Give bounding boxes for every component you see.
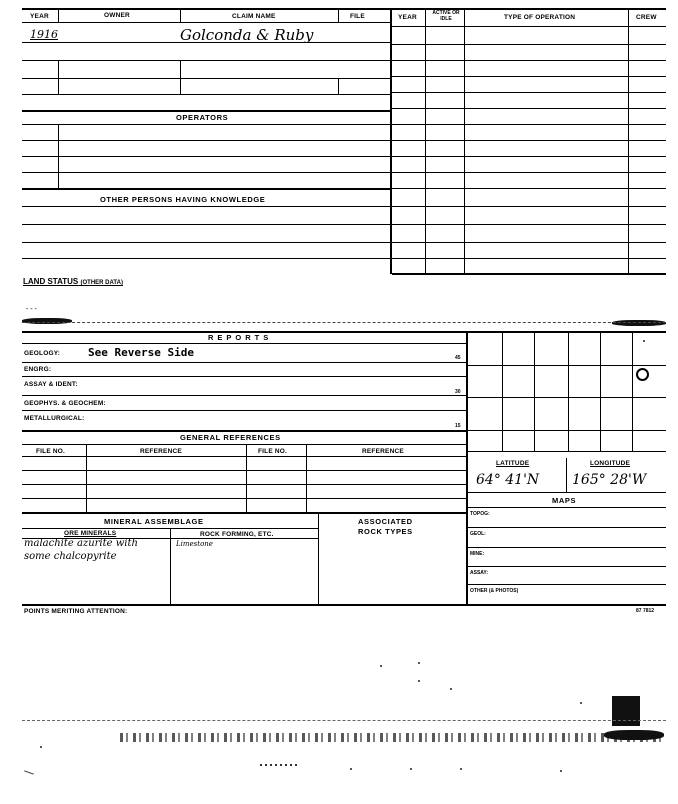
rule [466,451,666,452]
rule [338,8,339,22]
rule [246,444,247,512]
rule [22,484,466,485]
report-label-metallurgical: METALLURGICAL: [24,415,85,422]
rule [392,60,666,61]
claim-name-entry: Golconda & Ruby [180,26,314,44]
rule [392,124,666,125]
rule [22,42,390,43]
rule [464,8,465,274]
latitude-value: 64° 41'N [476,472,540,488]
col-header-op-year: YEAR [398,14,417,21]
rock-forming-header: ROCK FORMING, ETC. [200,531,274,538]
scan-dot [380,665,382,667]
rule [318,512,319,604]
report-label-geophys: GEOPHYS. & GEOCHEM: [24,400,106,407]
maps-row-assay: ASSAY: [470,570,489,576]
rule [22,188,390,190]
associated-rock-types-line2: ROCK TYPES [358,527,413,536]
latitude-label: LATITUDE [496,460,530,467]
points-meriting-attention-label: POINTS MERITING ATTENTION: [24,608,128,615]
rule [425,8,426,274]
rule [22,78,390,79]
rule [466,547,666,548]
owner-year-entry: 1916 [30,28,58,41]
scan-artifact [120,733,666,742]
land-status-text: LAND STATUS [23,277,79,286]
rule [180,8,181,22]
rule [632,331,633,451]
scan-dot [418,680,420,682]
rule [392,206,666,207]
form-code: 87 7812 [636,608,655,614]
longitude-value: 165° 28'W [572,472,647,488]
rule [466,527,666,528]
rule [22,331,666,333]
scan-dot [450,688,452,690]
scan-dot [460,768,462,770]
scan-edge [22,322,666,323]
rule [22,110,390,112]
rule [180,60,181,94]
rule [392,108,666,109]
col-header-file: FILE [350,13,365,20]
ref-header-reference-2: REFERENCE [362,448,404,455]
rule [22,60,390,61]
rule [502,331,503,451]
scan-dot [580,702,582,704]
rule [22,172,390,173]
scan-dot [350,768,352,770]
land-status-label [23,277,123,286]
rule [58,124,59,188]
scan-artifact [22,318,72,324]
rule [568,331,569,451]
rule [392,188,666,189]
rule [466,507,666,508]
rule [466,492,666,493]
scan-mark: - - - [26,306,37,313]
mineral-assemblage-title: MINERAL ASSEMBLAGE [104,517,204,526]
rule [22,410,466,411]
rule [392,44,666,45]
associated-rock-types-line1: ASSOCIATED [358,517,413,526]
scan-dot [418,662,420,664]
scan-edge [22,720,666,722]
rule [392,242,666,243]
rule [392,273,666,275]
report-label-geology: GEOLOGY: [24,350,61,357]
rule [22,242,390,243]
rule [534,331,535,451]
rule [22,140,390,141]
scan-dot [560,770,562,772]
rule [22,124,390,125]
rule [22,444,466,445]
rule [466,430,666,431]
rule [338,78,339,94]
scan-artifact [24,770,34,774]
rule [392,92,666,93]
scan-artifact [604,730,664,740]
rule [22,604,666,606]
rule [22,22,390,23]
ore-minerals-header: ORE MINERALS [64,530,117,537]
col-header-active-idle: ACTIVE OR IDLE [432,10,460,22]
rule [22,343,466,344]
maps-row-geol: GEOL: [470,531,486,537]
rule [22,258,390,259]
rule [466,365,666,366]
scale-mark-45: 45 [455,355,461,361]
report-label-assay: ASSAY & IDENT: [24,381,78,388]
maps-row-other: OTHER (& PHOTOS) [470,588,519,594]
rule [392,76,666,77]
rule [392,224,666,225]
maps-title: MAPS [552,496,577,505]
rule [22,498,466,499]
rule [170,528,171,604]
rule [22,470,466,471]
col-header-type-operation: TYPE OF OPERATION [504,14,576,21]
longitude-label: LONGITUDE [590,460,631,467]
report-label-engrg: ENGRG: [24,366,52,373]
rule [22,94,390,95]
rule [600,331,601,451]
scan-artifact [260,764,300,766]
ref-header-reference-1: REFERENCE [140,448,182,455]
col-header-crew: CREW [636,14,657,21]
rule [392,140,666,141]
rule [466,584,666,585]
general-references-title: GENERAL REFERENCES [180,433,281,442]
scan-artifact [612,320,666,326]
rule [58,8,59,22]
other-persons-title: OTHER PERSONS HAVING KNOWLEDGE [100,195,266,204]
rule [306,444,307,512]
rule [22,376,466,377]
rule [58,60,59,94]
rule [22,206,390,207]
scan-dot [643,340,645,342]
rule [392,258,666,259]
rule [628,8,629,274]
rule [392,156,666,157]
operators-title: OPERATORS [176,113,229,122]
rule [392,26,666,27]
scale-mark-15: 15 [455,423,461,429]
ref-header-file-no-1: FILE NO. [36,448,66,455]
col-header-claim-name: CLAIM NAME [232,13,276,20]
scan-dot [40,746,42,748]
scan-dot [410,768,412,770]
rule [466,566,666,567]
rule [22,456,466,457]
col-header-owner: OWNER [104,12,130,19]
ore-minerals-line1: malachite azurite with [24,538,138,549]
rock-forming-value: Limestone [176,540,213,548]
maps-row-topog: TOPOG: [470,511,490,517]
section-divider [390,8,392,274]
maps-row-mine: MINE: [470,551,485,557]
rule [22,8,390,10]
land-status-sub: (OTHER DATA) [80,280,123,286]
rule [22,395,466,396]
rule [22,512,466,514]
rule [22,224,390,225]
geology-value: See Reverse Side [88,346,194,359]
ore-minerals-line2: some chalcopyrite [24,551,117,562]
rule [392,172,666,173]
scale-mark-30: 30 [455,389,461,395]
reports-title: REPORTS [208,333,273,342]
rule [86,444,87,512]
section-divider [466,331,468,604]
rule [22,362,466,363]
col-header-year: YEAR [30,13,49,20]
location-marker-icon [636,368,649,381]
rule [466,397,666,398]
rule [566,458,567,492]
rule [22,156,390,157]
rule [22,430,466,432]
ref-header-file-no-2: FILE NO. [258,448,288,455]
